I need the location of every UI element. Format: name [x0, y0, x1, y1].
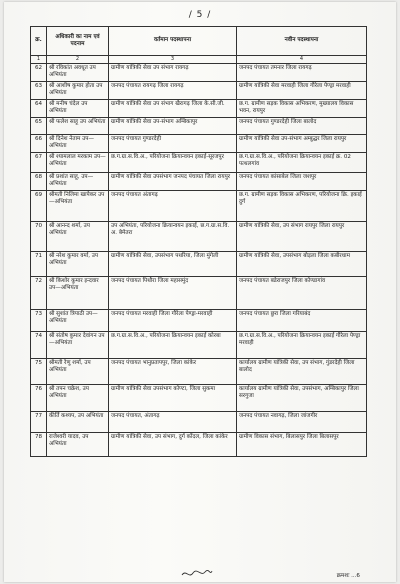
- serial-cell: 63: [31, 81, 47, 99]
- header-serial: क्र.: [31, 27, 47, 56]
- serial-cell: 77: [31, 411, 47, 432]
- table-row: [31, 309, 367, 331]
- current-posting-cell: जनपद पंचायत गुण्डरदेही: [109, 134, 237, 152]
- serial-cell: 71: [31, 251, 47, 276]
- page-number: / 5 /: [188, 10, 212, 20]
- serial-cell: 73: [31, 309, 47, 331]
- table-row: [31, 190, 367, 221]
- table-row: [31, 358, 367, 384]
- new-posting-cell: छ.ग.ग्रा.स.वि.अ., परियोजना क्रियान्वयन इकाई गौरेला पेण्ड्रा मरवाही: [237, 331, 367, 358]
- current-posting-cell: छ.ग.ग्रा.स.वि.अ., परियोजना क्रियान्वयन इकाई-सूरजपुर: [109, 152, 237, 172]
- officer-name-cell: कीर्ति कश्यप, उप अभियंता: [47, 411, 109, 432]
- current-posting-cell: उप अभियंता, परियोजना क्रियान्वयन इकाई, छ.ग.ग्रा.स.वि. अ. बेमेतरा: [109, 221, 237, 251]
- officer-name-cell: श्री सुशांत त्रिपाठी उप—अभियंता: [47, 309, 109, 331]
- table-row: [31, 152, 367, 172]
- officer-name-cell: श्री रविकांत अवधूत उप अभियंता: [47, 64, 109, 82]
- officer-name-cell: श्री प्रशांत साहू, उप—अभियंता: [47, 172, 109, 190]
- serial-cell: 78: [31, 432, 47, 456]
- new-posting-cell: ग्रामीण विकास संभाग, बिलासपुर जिला बिलासपुर: [237, 432, 367, 456]
- new-posting-cell: ग्रामीण यांत्रिकी सेवा, उप संभाग रायपुर जिला रायपुर: [237, 221, 367, 251]
- officer-name-cell: श्री आशीष कुमार होता उप अभियंता: [47, 81, 109, 99]
- header-row: [31, 27, 367, 56]
- new-posting-cell: ग्रामीण यांत्रिकी सेवा मरवाही जिला गौरेला पेण्ड्रा मरवाही: [237, 81, 367, 99]
- new-posting-cell: कार्यालय ग्रामीण यांत्रिकी सेवा, उप संभाग, गुंडरदेही जिला बालोद: [237, 358, 367, 384]
- table-row: [31, 172, 367, 190]
- officer-name-cell: श्रीमती निलिमा खापेकर उप—अभियंता: [47, 190, 109, 221]
- new-posting-cell: कार्यालय ग्रामीण यांत्रिकी सेवा, उपसंभाग, अम्बिकापुर जिला सरगुजा: [237, 384, 367, 411]
- officer-name-cell: श्री आनन्द शर्मा, उप अभियंता: [47, 221, 109, 251]
- new-posting-cell: ग्रामीण यांत्रिकी सेवा, उपसंभाग बोड़ला जिला कबीरधाम: [237, 251, 367, 276]
- current-posting-cell: ग्रामीण यांत्रिकी सेवा उपसंभाग जनपद पंचायत जिला रायपुर: [109, 172, 237, 190]
- serial-cell: 69: [31, 190, 47, 221]
- serial-cell: 72: [31, 276, 47, 309]
- new-posting-cell: जनपद पंचायत बडेराजपुर जिला कोण्डागांव: [237, 276, 367, 309]
- current-posting-cell: जनपद पंचायत भानुप्रतापपुर, जिला कांकेर: [109, 358, 237, 384]
- table-row: [31, 276, 367, 309]
- header-new-posting: नवीन पदस्थापना: [237, 27, 367, 56]
- new-posting-cell: ग्रामीण यांत्रिकी सेवा उप-संभाग अम्बुद्धर जिला रायपुर: [237, 134, 367, 152]
- handwritten-mark: [181, 568, 213, 579]
- officer-name-cell: श्री मनीष चंदेल उप अभियंता: [47, 99, 109, 117]
- current-posting-cell: ग्रामीण यांत्रिकी सेवा उप संभाग खैरागढ़ जिला के.सी.जी.: [109, 99, 237, 117]
- current-posting-cell: जनपद पंचायत रायगढ़ जिला रायगढ़: [109, 81, 237, 99]
- header-current-posting: वर्तमान पदस्थापना: [109, 27, 237, 56]
- new-posting-cell: जनपद पंचायत नवागढ़, जिला जांजगीर: [237, 411, 367, 432]
- table-body: [31, 64, 367, 457]
- officer-name-cell: श्री तपन चक्रेश, उप अभियंता: [47, 384, 109, 411]
- new-posting-cell: जनपद पंचायत छुरा जिला गरियाबंद: [237, 309, 367, 331]
- table-row: [31, 384, 367, 411]
- serial-cell: 65: [31, 117, 47, 134]
- column-index: 2: [47, 56, 109, 64]
- new-posting-cell: जनपद पंचायत गुण्डरदेही जिला बालोद: [237, 117, 367, 134]
- new-posting-cell: छ.ग. ग्रामीण सड़क विकास अभिकरण, परियोजना क्रि. इकाई दुर्ग: [237, 190, 367, 221]
- current-posting-cell: ग्रामीण यांत्रिकी सेवा उपसंभाग कोण्टा, जिला सुकमा: [109, 384, 237, 411]
- officer-name-cell: श्री नरेश कुमार वर्मा, उप अभियंता: [47, 251, 109, 276]
- current-posting-cell: ग्रामीण यांत्रिकी सेवा उप संभाग रायगढ़: [109, 64, 237, 82]
- column-index-row: [31, 56, 367, 64]
- officer-name-cell: राजेश्वरी यादव, उप अभियंता: [47, 432, 109, 456]
- current-posting-cell: जनपद पंचायत पिथौरा जिला महासमुंद: [109, 276, 237, 309]
- current-posting-cell: छ.ग.ग्रा.स.वि.अ., परियोजना क्रियान्वयन इकाई कोरबा: [109, 331, 237, 358]
- column-index: 1: [31, 56, 47, 64]
- new-posting-cell: जनपद पंचायत कांसाबेल जिला जशपुर: [237, 172, 367, 190]
- table-row: [31, 134, 367, 152]
- table-row: [31, 251, 367, 276]
- officer-name-cell: श्री किशोर कुमार इन्दवार उप—अभियंता: [47, 276, 109, 309]
- column-index: 3: [109, 56, 237, 64]
- current-posting-cell: जनपद पंचायत, अंतागढ़: [109, 411, 237, 432]
- table-row: [31, 81, 367, 99]
- column-index: 4: [237, 56, 367, 64]
- current-posting-cell: ग्रामीण यांत्रिकी सेवा, उप संभाग, दुर्ग कोंदल, जिला कांकेर: [109, 432, 237, 456]
- new-posting-cell: छ.ग. ग्रामीण सड़क विकास अभिकरण, मुख्यालय विकास भवन, रायपुर: [237, 99, 367, 117]
- header-officer-name: अधिकारी का नाम एवं पदनाम: [47, 27, 109, 56]
- new-posting-cell: जनपद पंचायत तमनार जिला रायगढ़: [237, 64, 367, 82]
- table-row: [31, 64, 367, 82]
- current-posting-cell: ग्रामीण यांत्रिकी सेवा उप-संभाग अम्बिकापुर: [109, 117, 237, 134]
- table-row: [31, 221, 367, 251]
- table-row: [31, 331, 367, 358]
- continuation-note: क्रमशः ...6: [336, 573, 360, 579]
- serial-cell: 66: [31, 134, 47, 152]
- current-posting-cell: जनपद पंचायत अंतागढ़: [109, 190, 237, 221]
- transfer-table: [30, 26, 367, 457]
- serial-cell: 62: [31, 64, 47, 82]
- current-posting-cell: ग्रामीण यांत्रिकी सेवा, उपसंभाग पथरिया, जिला मुंगेली: [109, 251, 237, 276]
- serial-cell: 68: [31, 172, 47, 190]
- serial-cell: 67: [31, 152, 47, 172]
- officer-name-cell: श्री संतोष कुमार देवांगन उप—अभियंता: [47, 331, 109, 358]
- table-row: [31, 432, 367, 456]
- serial-cell: 75: [31, 358, 47, 384]
- officer-name-cell: श्री दिनेश नेताम उप—अभियंता: [47, 134, 109, 152]
- serial-cell: 74: [31, 331, 47, 358]
- serial-cell: 64: [31, 99, 47, 117]
- table-row: [31, 411, 367, 432]
- table-row: [31, 99, 367, 117]
- officer-name-cell: श्री श्यामलाल मरकाम उप—अभियंता: [47, 152, 109, 172]
- serial-cell: 70: [31, 221, 47, 251]
- document-page: [4, 2, 396, 582]
- current-posting-cell: जनपद पंचायत मरवाही जिला गौरेला पेण्ड्रा-मरवाही: [109, 309, 237, 331]
- serial-cell: 76: [31, 384, 47, 411]
- officer-name-cell: श्री फलेश साहू उप अभियंता: [47, 117, 109, 134]
- officer-name-cell: श्रीमती रेणु शर्मा, उप अभियंता: [47, 358, 109, 384]
- table-row: [31, 117, 367, 134]
- new-posting-cell: छ.ग.ग्रा.स.वि.अ., परियोजना क्रियान्वयन इकाई क्र. 02 पत्थलगांव: [237, 152, 367, 172]
